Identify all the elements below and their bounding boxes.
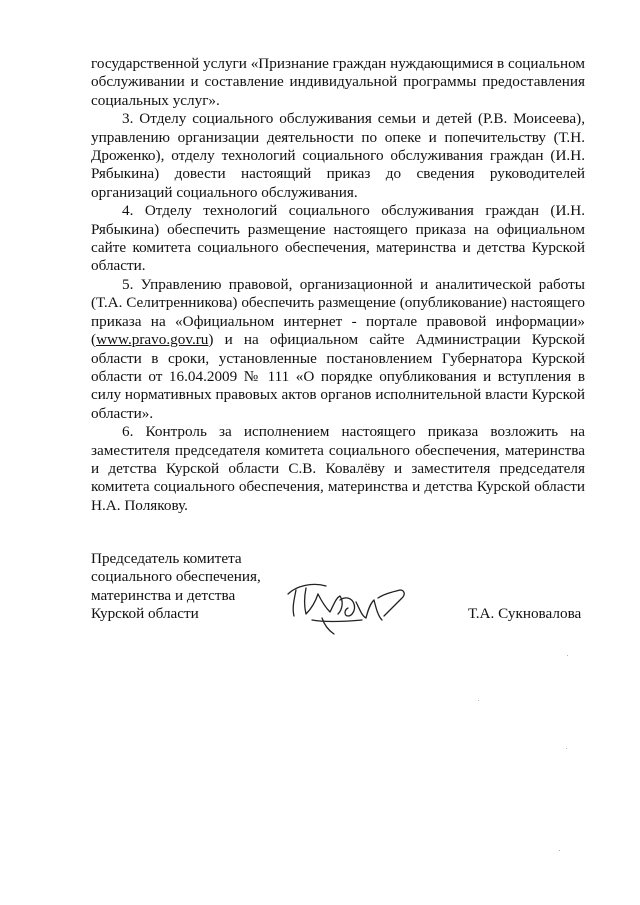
paragraph-3: 3. Отделу социального обслуживания семьи и детей (Р.В. Моисеева), управлению организации деятельности по опеке и попечительству (Т.Н. Дроженко), отделу технологий социального обслуживания граждан (И.Н. Рябыкина) довести настоящий приказ до сведения руководителей организаций социального обслуживания. — [91, 110, 585, 201]
paragraph-5-text-end: ) и на официальном сайте Администрации Курской области в сроки, установленные постановлением Губернатора Курской области от 16.04.2009 № 111 «О порядке опубликования и вступления в силу нормативных правовых актов органов исполнительной власти Курской области». — [91, 331, 585, 422]
paragraph-6: 6. Контроль за исполнением настоящего приказа возложить на заместителя председателя комитета социального обеспечения, материнства и детства Курской области С.В. Ковалёву и заместителя председателя комитета социального обеспечения, материнства и детства Курской области Н.А. Полякову. — [91, 423, 585, 514]
paragraph-5-text-start: 5. Управлению правовой, организационной и аналитической работы (Т.А. Селитренникова) обеспечить размещение (опубликование) настоящего приказа на «Официальном интернет - портале правовой информации» ( — [91, 275, 585, 349]
position-line-3: материнства и детства — [91, 586, 236, 604]
paragraph-2-continuation: государственной услуги «Признание граждан нуждающимися в социальном обслуживании и составление индивидуальной программы предоставления социальных услуг». — [91, 55, 585, 109]
signatory-position — [91, 550, 291, 624]
scan-speck — [478, 700, 479, 701]
position-line-1: Председатель комитета — [91, 550, 242, 567]
signer-name: Т.А. Сукновалова — [468, 605, 582, 622]
position-line-2: социального обеспечения, — [91, 568, 261, 586]
scan-speck — [567, 655, 568, 656]
order-body — [91, 55, 585, 515]
scan-speck — [559, 850, 560, 851]
scan-speck — [566, 748, 567, 749]
handwritten-signature — [282, 576, 412, 638]
paragraph-4: 4. Отделу технологий социального обслуживания граждан (И.Н. Рябыкина) обеспечить размещение настоящего приказа на официальном сайте комитета социального обеспечения, материнства и детства Курской области. — [91, 202, 585, 275]
pravo-portal-link[interactable]: www.pravo.gov.ru — [96, 331, 209, 349]
position-line-4: Курской области — [91, 605, 199, 623]
paragraph-5 — [91, 276, 585, 423]
